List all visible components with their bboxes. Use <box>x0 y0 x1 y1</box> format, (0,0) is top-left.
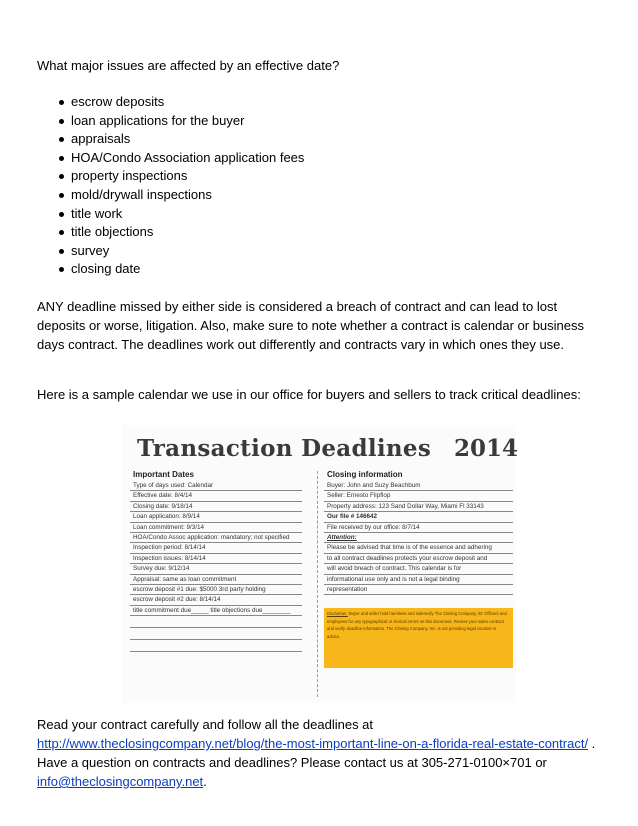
deadline-paragraph: ANY deadline missed by either side is considered a breach of contract and can lead to lost deposits or worse, litigation. Also, make sure to note whether a contract is calendar or business days contract. The deadlines work out differently and contracts vary in which ones they use. <box>37 299 585 352</box>
calendar-intro-paragraph: Here is a sample calendar we use in our office for buyers and sellers to track critical deadlines: <box>37 387 581 402</box>
info-row: Please be advised that time is of the essence and adhering <box>324 543 513 553</box>
list-item: closing date <box>37 260 304 279</box>
closing-information-column <box>324 469 513 595</box>
info-row: informational use only and is not a legal binding <box>324 575 513 585</box>
date-row: Type of days used: Calendar <box>130 481 302 491</box>
email-link[interactable]: info@theclosingcompany.net <box>37 774 204 789</box>
date-row: Survey due: 9/12/14 <box>130 564 302 574</box>
important-dates-heading: Important Dates <box>133 470 194 479</box>
info-row: will avoid breach of contract. This calendar is for <box>324 564 513 574</box>
footer-text: . <box>203 774 207 789</box>
date-row: Loan application: 8/9/14 <box>130 512 302 522</box>
date-row: escrow deposit #2 due: 8/14/14 <box>130 595 302 605</box>
column-divider <box>317 471 318 697</box>
footer-text: . Have a question on contracts and deadlines? Please contact us at 305-271-0100×701 or <box>37 736 596 770</box>
date-row: Loan commitment: 9/3/14 <box>130 523 302 533</box>
footer-paragraph <box>37 715 607 791</box>
disclaimer-box <box>324 608 513 668</box>
list-item: property inspections <box>37 167 304 186</box>
date-row: escrow deposit #1 due: $5000 3rd party holding <box>130 585 302 595</box>
list-item: survey <box>37 242 304 261</box>
list-item: title objections <box>37 223 304 242</box>
important-dates-column <box>130 469 302 652</box>
list-item: appraisals <box>37 130 304 149</box>
date-row: Effective date: 8/4/14 <box>130 491 302 501</box>
disclaimer-label: Disclaimer: <box>327 611 348 616</box>
date-row: HOA/Condo Assoc application: mandatory; not specified <box>130 533 302 543</box>
info-row: Seller: Ernesto Flipflop <box>324 491 513 501</box>
footer-text: Read your contract carefully and follow all the deadlines at <box>37 717 374 732</box>
calendar-title: Transaction Deadlines <box>137 435 432 462</box>
list-item: escrow deposits <box>37 93 304 112</box>
attention-label: Attention: <box>324 533 513 543</box>
file-number-row: Our file # 146642 <box>324 512 513 522</box>
info-row: Buyer: John and Suzy Beachbum <box>324 481 513 491</box>
calendar-year: 2014 <box>454 435 519 462</box>
issues-list <box>37 93 304 279</box>
blank-line <box>130 616 302 628</box>
date-row: Inspection period: 8/14/14 <box>130 543 302 553</box>
date-row: Inspection issues: 8/14/14 <box>130 554 302 564</box>
blank-line <box>130 640 302 652</box>
list-item: mold/drywall inspections <box>37 186 304 205</box>
question-text: What major issues are affected by an effective date? <box>37 58 340 73</box>
list-item: loan applications for the buyer <box>37 112 304 131</box>
date-row: title commitment due_____ title objections due________ <box>130 606 302 616</box>
transaction-deadlines-image <box>121 425 519 703</box>
closing-information-heading: Closing information <box>327 470 403 479</box>
date-row: Appraisal: same as loan commitment <box>130 575 302 585</box>
list-item: HOA/Condo Association application fees <box>37 149 304 168</box>
disclaimer-text: Buyer and seller hold harmless and indemnify The Closing Company, its' Officers and employees for any typographical or clerical errors on this document. Review your sales contract and verify deadline information. The Closing Company, Inc. is not providing legal counsel or advice. <box>327 611 507 639</box>
blog-link[interactable]: http://www.theclosingcompany.net/blog/the-most-important-line-on-a-florida-real-estate-contract/ <box>37 736 589 751</box>
info-row: File received by our office: 8/7/14 <box>324 523 513 533</box>
info-row: representation <box>324 585 513 595</box>
list-item: title work <box>37 205 304 224</box>
blank-line <box>130 628 302 640</box>
info-row: Property address: 123 Sand Dollar Way, Miami Fl 33143 <box>324 502 513 512</box>
info-row: to all contract deadlines protects your escrow deposit and <box>324 554 513 564</box>
date-row: Closing date: 9/18/14 <box>130 502 302 512</box>
